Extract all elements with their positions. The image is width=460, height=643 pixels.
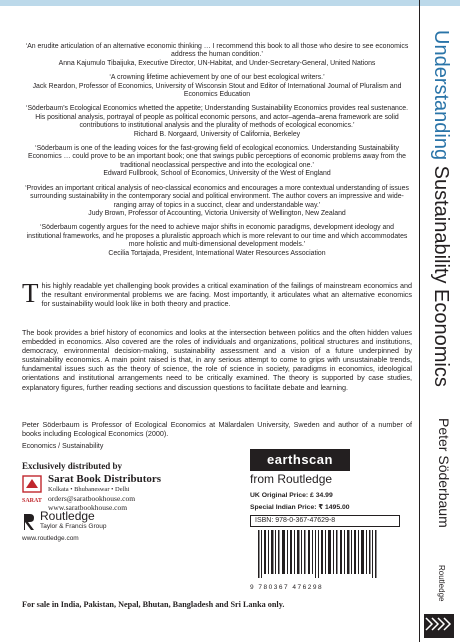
spine-publisher: Routledge <box>437 565 446 602</box>
spine-publisher-logo <box>424 614 454 638</box>
endorsement-attribution: Jack Reardon, Professor of Economics, University of Wisconsin Stout and Editor of International Journal of Pluralism and Economics Education <box>32 82 402 99</box>
routledge-emblem-icon <box>22 512 36 532</box>
sales-territory-notice: For sale in India, Pakistan, Nepal, Bhutan, Bangladesh and Sri Lanka only. <box>22 600 285 609</box>
distributor-heading: Exclusively distributed by <box>22 461 123 471</box>
endorsement <box>22 105 412 139</box>
drop-cap: T <box>22 278 39 308</box>
author-bio: Peter Söderbaum is Professor of Ecological Economics at Mälardalen University, Sweden and author of a number of books including Ecological Economics (2000). <box>22 420 412 439</box>
spine-title <box>430 30 452 387</box>
endorsement-text: ‘Provides an important critical analysis of neo-classical economics and encourages a more contextual understanding of issues surrounding sustainability in the contemporary social and political environment. The author covers an impressive and wide-ranging array of topics in a succinct, clear and understandable way.’ <box>25 184 409 209</box>
barcode-icon <box>250 530 400 578</box>
endorsements <box>22 43 412 264</box>
endorsement-text: ‘Söderbaum’s Ecological Economics whetted the appetite; Understanding Sustainability Economics provides real sustenance. His positional analysis, portrayal of people as political economic persons, and actor–agenda–arena framework are solid contributions to institutional analysis and the plurality of methods of ecological economics.’ <box>25 105 409 130</box>
earthscan-logo: earthscan <box>250 449 350 471</box>
barcode-number: 9 780367 476298 <box>250 584 324 591</box>
endorsement-attribution: Richard B. Norgaard, University of California, Berkeley <box>133 130 301 138</box>
endorsement <box>22 145 412 179</box>
spine-author: Peter Söderbaum <box>436 418 452 528</box>
endorsement-attribution: Edward Fullbrook, School of Economics, University of the West of England <box>103 170 331 178</box>
spine-title-light: Understanding <box>430 30 452 161</box>
distributor-website[interactable]: www.saratbookhouse.com <box>48 503 128 512</box>
sarat-logo <box>22 475 42 504</box>
endorsement-text: ‘Söderbaum cogently argues for the need to achieve major shifts in economic paradigms, development ideology and institutional frameworks, and he proposes a pluralistic approach which is more relevant to our time and which accommodates more holistic and multi-dimensional development models.’ <box>26 224 408 249</box>
spine-divider <box>419 0 420 642</box>
uk-price: UK Original Price: £ 34.99 <box>250 492 333 499</box>
barcode <box>250 530 400 590</box>
description-intro <box>22 278 412 309</box>
routledge-group: Taylor & Francis Group <box>40 523 107 530</box>
distributor-cities: Kolkata • Bhubaneswar • Delhi <box>48 486 130 493</box>
routledge-logo <box>22 512 36 532</box>
isbn-box: ISBN: 978-0-367-47629-8 <box>250 515 400 527</box>
routledge-name: Routledge <box>40 509 95 523</box>
sarat-logo-text: SARAT <box>22 498 42 504</box>
publisher-tagline: from Routledge <box>250 472 333 486</box>
endorsement <box>22 43 412 68</box>
spine-title-dark: Sustainability Economics <box>430 165 452 387</box>
endorsement <box>22 185 412 219</box>
endorsement-attribution: Anna Kajumulo Tibaijuka, Executive Director, UN-Habitat, and Under-Secretary-General, United Nations <box>58 59 376 67</box>
endorsement <box>22 74 412 99</box>
endorsement <box>22 224 412 258</box>
subject-category: Economics / Sustainability <box>22 443 104 450</box>
endorsement-attribution: Cecilia Tortajada, President, International Water Resources Association <box>108 249 326 257</box>
distributor-name: Sarat Book Distributors <box>48 473 162 485</box>
description-body: The book provides a brief history of economics and looks at the intersection between politics and the often hidden values embedded in economics. Also covered are the roles of individuals and organizations, political structures and institutions, democracy, environmental decision-making, sustainability assessment and a vision of a future underpinned by sustainability economics. A main point raised is that, in any serious attempt to come to grips with unsustainable trends, fundamental issues such as the theory of science, the role of science in society, paradigms in economics, ideological orientations and institutional arrangements need to be critically examined. The theory is supported by case studies, explanatory figures, further reading sections and discussion questions to facilitate debate and learning. <box>22 328 412 392</box>
description-intro-text: his highly readable yet challenging book provides a critical examination of the failings of mainstream economics and the resultant environmental problems we are facing. Most importantly, it articulates what an alternative economics for sustainability would look like in both theory and practice. <box>41 281 412 309</box>
routledge-website[interactable]: www.routledge.com <box>22 535 79 542</box>
publisher-pattern-icon <box>424 614 454 638</box>
distributor-details <box>48 473 161 512</box>
endorsement-attribution: Judy Brown, Professor of Accounting, Victoria University of Wellington, New Zealand <box>88 209 346 217</box>
top-color-strip <box>0 0 460 6</box>
routledge-details <box>40 510 106 531</box>
distributor-email[interactable]: orders@saratbookhouse.com <box>48 494 136 503</box>
india-price: Special Indian Price: ₹ 1495.00 <box>250 504 350 511</box>
endorsement-text: ‘A crowning lifetime achievement by one of our best ecological writers.’ <box>109 74 325 82</box>
endorsement-text: ‘Söderbaum is one of the leading voices for the fast-growing field of ecological economics. Understanding Sustainability Economics … could prove to be an important book; one that swings public perceptions of economic problems away from the traditional neoclassical perspective and into the ecological one.’ <box>27 145 407 169</box>
endorsement-text: ‘An erudite articulation of an alternative economic thinking … I recommend this book to all those who desire to see economics address the human condition.’ <box>25 43 409 59</box>
